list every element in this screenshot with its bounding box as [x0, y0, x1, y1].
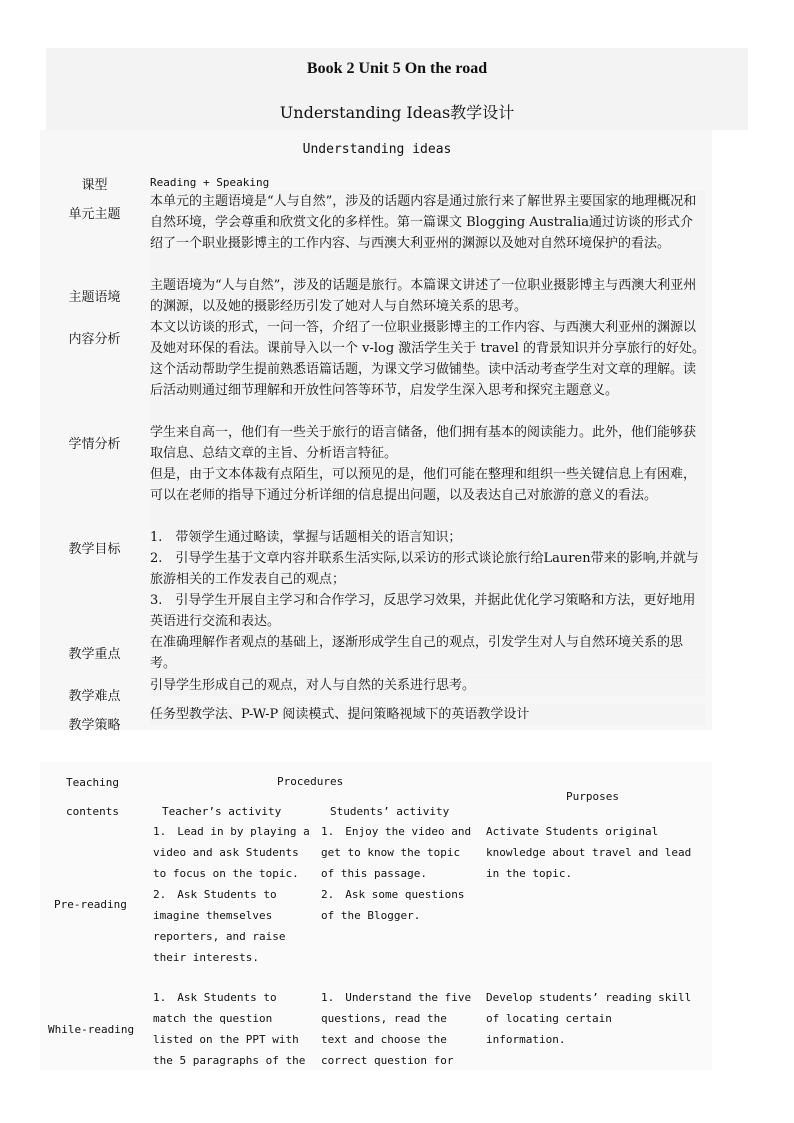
student-analysis-text-2: 但是，由于文本体裁有点陌生，可以预见的是，他们可能在整理和组织一些关键信息上有困难，可以在老师的指导下通过分析详细的信息提出问题，以及表达自己对旅游的意义的看法。	[150, 467, 697, 503]
pre-reading-students	[321, 821, 477, 926]
document-subtitle: Understanding Ideas教学设计	[279, 103, 515, 122]
value-student-analysis	[150, 422, 705, 527]
label-content-analysis: 内容分析	[68, 332, 121, 347]
pre-teacher-item-1: 1. Lead in by playing a video and ask Students to focus on the topic.	[153, 825, 310, 880]
value-strategies	[150, 704, 705, 725]
value-content-analysis	[150, 317, 705, 422]
stage-pre-reading: Pre-reading	[54, 898, 127, 911]
while-teacher-item-1: 1. Ask Students to match the question listed on the PPT with the 5 paragraphs of the	[153, 991, 306, 1067]
value-lesson-type	[150, 172, 705, 193]
pre-students-item-2: 2. Ask some questions of the Blogger.	[321, 888, 465, 922]
strategies-text: 任务型教学法、P-W-P 阅读模式、提问策略视域下的英语教学设计	[150, 707, 530, 722]
label-teaching-goals: 教学目标	[68, 542, 121, 557]
pre-teacher-item-2: 2. Ask Students to imagine themselves reporters, and raise their interests.	[153, 888, 286, 964]
header-procedures: Procedures	[277, 775, 344, 788]
header-contents: contents	[66, 805, 119, 818]
pre-students-item-1: 1. Enjoy the video and get to know the topic of this passage.	[321, 825, 472, 880]
label-lesson-type: 课型	[81, 178, 108, 193]
label-strategies: 教学策略	[68, 718, 121, 733]
value-teaching-goals	[150, 527, 705, 632]
theme-context-text: 主题语境为“人与自然”，涉及的话题是旅行。本篇课文讲述了一位职业摄影博主与西澳大利亚州的渊源，以及她的摄影经历引发了她对人与自然环境关系的思考。	[150, 278, 697, 314]
label-key-points: 教学重点	[68, 647, 121, 662]
value-theme-context	[150, 275, 705, 317]
key-points-text: 在准确理解作者观点的基础上，逐渐形成学生自己的观点，引发学生对人与自然环境关系的思考。	[150, 635, 684, 671]
lesson-type-text: Reading + Speaking	[150, 176, 270, 189]
pre-purposes-item-1: Activate Students original knowledge about travel and lead in the topic.	[486, 825, 692, 880]
header-teacher-activity: Teacher’s activity	[162, 805, 282, 818]
label-unit-theme: 单元主题	[68, 207, 121, 222]
label-theme-context: 主题语境	[68, 290, 121, 305]
goal-1: 1. 带领学生通过略读，掌握与话题相关的语言知识；	[150, 530, 462, 545]
goal-2: 2. 引导学生基于文章内容并联系生活实际,以采访的形式谈论旅行给Lauren带来的影响,并就与旅游相关的工作发表自己的观点；	[150, 551, 699, 587]
header-students-activity: Students’ activity	[330, 805, 450, 818]
label-difficulties: 教学难点	[68, 689, 121, 704]
value-unit-theme	[150, 191, 705, 275]
content-analysis-text: 本文以访谈的形式，一问一答，介绍了一位职业摄影博主的工作内容、与西澳大利亚州的渊源以及她对环保的看法。课前导入以一个 v-log 激活学生关于 travel 的背景知识并分享旅行的好处。这个活动帮助学生提前熟悉语篇话题，为课文学习做铺垫。读中活动考查学生对文章的理解。读后活动则通过细节理解和开放性问答等环节，启发学生深入思考和探究主题意义。	[150, 320, 705, 398]
goal-3: 3. 引导学生开展自主学习和合作学习，反思学习效果，并据此优化学习策略和方法，更好地用英语进行交流和表达。	[150, 593, 696, 629]
while-reading-teacher	[153, 987, 311, 1071]
header-teaching: Teaching	[66, 776, 119, 789]
while-purposes-item-1: Develop students’ reading skill of locating certain information.	[486, 991, 692, 1046]
value-difficulties	[150, 675, 705, 696]
while-reading-purposes	[486, 987, 696, 1050]
student-analysis-text-1: 学生来自高一，他们有一些关于旅行的语言储备，他们拥有基本的阅读能力。此外，他们能够获取信息、总结文章的主旨、分析语言特征。	[150, 425, 697, 461]
value-key-points	[150, 632, 705, 674]
lesson-title: Understanding ideas	[302, 142, 452, 157]
pre-reading-teacher	[153, 821, 311, 968]
difficulties-text: 引导学生形成自己的观点，对人与自然的关系进行思考。	[150, 678, 476, 693]
while-reading-students	[321, 987, 477, 1071]
while-students-item-1: 1. Understand the five questions, read the text and choose the correct question for	[321, 991, 472, 1067]
document-title: Book 2 Unit 5 On the road	[306, 60, 488, 77]
header-purposes: Purposes	[566, 790, 619, 803]
unit-theme-text: 本单元的主题语境是“人与自然”，涉及的话题内容是通过旅行来了解世界主要国家的地理概况和自然环境，学会尊重和欣赏文化的多样性。第一篇课文 Blogging Australia通过访谈的形式介绍了一个职业摄影博主的工作内容、与西澳大利亚州的渊源以及她对自然环境保护的看法。	[150, 194, 697, 251]
pre-reading-purposes	[486, 821, 706, 884]
label-student-analysis: 学情分析	[68, 437, 121, 452]
stage-while-reading: While-reading	[48, 1023, 135, 1036]
